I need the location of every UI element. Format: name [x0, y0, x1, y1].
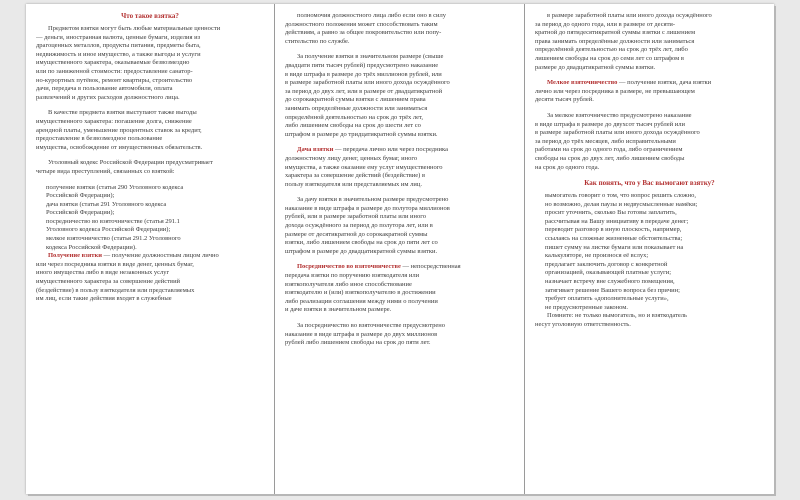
text-line	[285, 263, 514, 272]
text-line	[36, 287, 264, 296]
list-item	[36, 192, 264, 201]
text-span: десяти тысяч рублей.	[535, 96, 594, 104]
list-item	[535, 278, 764, 287]
text-span: Уголовный кодекс Российской Федерации предусматривает	[48, 159, 213, 167]
text-span: имущественного характера за совершение действий	[36, 278, 181, 286]
text-span: рублей, или в размере заработной платы или иного	[285, 213, 427, 221]
paragraph	[36, 159, 264, 176]
text-span: развлечений и других расходов должностного лица.	[36, 93, 180, 101]
text-line	[285, 79, 514, 88]
paragraph	[535, 312, 764, 329]
list-item-text: но возможно, делая паузы и недвусмысленные намёки;	[545, 200, 698, 208]
text-span: до сорокакратной суммы взятки с лишением права	[285, 96, 426, 104]
text-span: взяткополучателя либо иное способствование	[285, 280, 412, 288]
list-item	[535, 269, 764, 278]
list-item	[535, 218, 764, 227]
text-line	[36, 278, 264, 287]
text-line	[36, 68, 264, 77]
list-item	[535, 295, 764, 304]
paragraph	[285, 322, 514, 348]
text-span: должностному лицу денег, ценных бумаг, иного	[285, 154, 418, 162]
text-line	[285, 21, 514, 30]
text-span: (бездействие) в пользу взяткодателя или представляемых	[36, 286, 195, 294]
text-span: имущественного характера: погашение долга, снижение	[36, 117, 192, 125]
text-span: рублей либо лишением свободы на срок до пяти лет.	[285, 339, 431, 347]
text-line	[36, 94, 264, 103]
text-span: — деньги, иностранная валюта, ценные бумаги, изделия из	[36, 33, 201, 41]
text-span: кратной до пятидесятикратной суммы взятки с лишением	[535, 29, 696, 37]
text-line	[285, 248, 514, 257]
text-line	[535, 164, 764, 173]
text-span: действиям, а равно за общее покровительство или попу-	[285, 29, 442, 37]
text-line	[535, 146, 764, 155]
text-span: занимать определённые должности или заниматься	[285, 104, 428, 112]
text-span: наказание в виде штрафа в размере до двух миллионов	[285, 330, 438, 338]
section-heading: Как понять, что у Вас вымогают взятку?	[584, 179, 715, 188]
text-line	[36, 77, 264, 86]
text-line	[535, 129, 764, 138]
text-line	[535, 88, 764, 97]
text-span: — непосредственная	[400, 263, 461, 271]
term-lead: Получение взятки	[48, 252, 102, 260]
text-span: определённой деятельностью на срок до трёх лет, либо	[535, 46, 688, 54]
text-span: за период до одного года, или в размере от десяти-	[535, 20, 676, 28]
text-span: лишением свободы на срок до семи лет со штрафом в	[535, 54, 684, 62]
leaflet-page	[26, 4, 774, 494]
text-line	[285, 272, 514, 281]
list-item-text: не предусмотренные законом.	[545, 303, 628, 311]
list-item-text: пишет сумму на листке бумаги или показывает на	[545, 243, 684, 251]
list-item-text: Российской Федерации);	[46, 209, 115, 217]
text-line	[36, 144, 264, 153]
text-span: несут уголовную ответственность.	[535, 321, 631, 328]
list-item-text: Российской Федерации);	[46, 192, 115, 200]
text-line	[535, 55, 764, 64]
list-item	[36, 201, 264, 210]
text-line	[285, 181, 514, 190]
text-line	[285, 53, 514, 62]
leaflet-column-right	[525, 4, 774, 494]
list-item	[535, 226, 764, 235]
leaflet-column-middle	[275, 4, 524, 494]
list-item-text: организацией, оказывающей платные услуги;	[545, 269, 672, 277]
text-span: права занимать определённые должности или заниматься	[535, 37, 695, 45]
text-span: или по заниженной стоимости: предоставление санатор-	[36, 67, 193, 75]
text-line	[285, 114, 514, 123]
text-span: штрафом в размере до двадцатикратной суммы взятки.	[285, 247, 438, 255]
text-line	[36, 295, 264, 304]
text-span: или через посредника взятки в виде денег, ценных бумаг,	[36, 260, 194, 268]
text-span: но-курортных путёвок, ремонт квартиры, строительство	[36, 76, 193, 84]
text-span: В качестве предмета взятки выступают также выгоды	[48, 109, 197, 117]
list-item-text: мелкое взяточничество (статья 291.2 Уголовного	[46, 235, 181, 243]
text-span: размере от десятикратной до сорокакратной суммы	[285, 230, 428, 238]
text-line	[36, 59, 264, 68]
text-line	[535, 79, 764, 88]
text-span: имущества, а также оказание ему услуг имущественного	[285, 163, 443, 171]
section-heading: Что такое взятка?	[121, 12, 179, 20]
text-line	[535, 312, 764, 321]
text-span: в виде штрафа в размере до трёх миллионов рублей, или	[285, 70, 442, 78]
list-item	[535, 201, 764, 210]
text-line	[535, 38, 764, 47]
text-span: должностного положения может способствовать таким	[285, 20, 438, 28]
term-lead: Дача взятки	[297, 146, 334, 154]
text-line	[285, 164, 514, 173]
text-line	[535, 29, 764, 38]
text-span: характера за совершение действий (бездействие) в	[285, 172, 426, 180]
text-span: либо реализации соглашения между ними о получении	[285, 297, 438, 305]
text-line	[535, 21, 764, 30]
text-span: за период до трёх месяцев, либо исправительными	[535, 137, 676, 145]
text-line	[285, 146, 514, 155]
text-span: полномочия должностного лица либо если оно в силу	[297, 12, 447, 19]
text-line	[285, 213, 514, 222]
text-line	[285, 122, 514, 131]
text-span: имущественного характера, оказываемые безвозмездно	[36, 59, 190, 67]
text-span: на срок до одного года.	[535, 163, 600, 171]
list-item	[535, 209, 764, 218]
text-line	[285, 231, 514, 240]
text-line	[285, 322, 514, 331]
text-span: либо лишением свободы на срок до шести лет со	[285, 122, 421, 130]
text-span: наказание в виде штрафа в размере до полутора миллионов	[285, 204, 450, 212]
paragraph	[535, 12, 764, 72]
text-line	[535, 46, 764, 55]
paragraph	[285, 12, 514, 46]
term-lead: Посредничество во взяточничестве	[297, 263, 401, 271]
list-item-text: Уголовного кодекса Российской Федерации);	[46, 226, 171, 234]
text-span: им лиц, если такие действия входят в служебные	[36, 295, 172, 303]
text-span: иного имущества либо в виде незаконных услуг	[36, 269, 170, 277]
text-line	[285, 298, 514, 307]
text-span: взятки, либо лишением свободы на срок до пяти лет со	[285, 239, 438, 247]
text-line	[535, 155, 764, 164]
list-item	[535, 235, 764, 244]
paragraph	[36, 252, 264, 304]
paragraph	[535, 112, 764, 172]
text-span: Помните: не только вымогатель, но и взяткодатель	[547, 312, 688, 320]
text-line	[285, 222, 514, 231]
text-line	[36, 51, 264, 60]
text-span: и даче взятки в значительном размере.	[285, 306, 392, 314]
list-item-text: калькуляторе, не произнося её вслух;	[545, 252, 649, 260]
text-span: драгоценных металлов, продукты питания, предметы быта,	[36, 42, 201, 50]
list-item-text: назначает встречу вне служебного помещения,	[545, 278, 675, 286]
text-line	[36, 269, 264, 278]
text-line	[535, 321, 764, 330]
leaflet-column-left	[26, 4, 274, 494]
text-line	[36, 118, 264, 127]
text-line	[285, 71, 514, 80]
list-item-text: затягивает решение Вашего вопроса без причин;	[545, 286, 680, 294]
text-line	[285, 331, 514, 340]
list-item	[535, 192, 764, 201]
text-line	[36, 127, 264, 136]
text-line	[36, 25, 264, 34]
text-line	[36, 159, 264, 168]
text-line	[285, 131, 514, 140]
text-line	[285, 62, 514, 71]
text-line	[285, 88, 514, 97]
text-span: взяткодателю и (или) взяткополучателю в достижении	[285, 289, 436, 297]
text-span: за период до двух лет, или в размере от двадцатикратной	[285, 87, 443, 95]
text-span: размере до двадцатикратной суммы взятки.	[535, 63, 656, 71]
text-span: в размере заработной платы или иного дохода осуждённого	[535, 129, 700, 137]
text-span: в виде штрафа в размере до двухсот тысяч рублей или	[535, 120, 685, 128]
list-item-text: дача взятки (статья 291 Уголовного кодекса	[46, 200, 167, 208]
text-span: недвижимость и иное имущество, а также выгоды и услуги	[36, 50, 201, 58]
list-item	[535, 304, 764, 313]
list-item	[36, 218, 264, 227]
text-span: дачи, передача в пользование автомобиля, оплата	[36, 85, 173, 93]
text-line	[36, 261, 264, 270]
list-item	[36, 209, 264, 218]
text-span: штрафом в размере до тридцатикратной суммы взятки.	[285, 130, 438, 138]
text-line	[285, 12, 514, 21]
text-line	[36, 135, 264, 144]
text-span: арендной платы, уменьшение процентных ставок за кредит,	[36, 126, 202, 134]
list-item	[36, 226, 264, 235]
list-item-text: кодекса Российской Федерации).	[46, 243, 137, 251]
text-span: работами на срок до одного года, либо ограничением	[535, 146, 683, 154]
text-line	[535, 64, 764, 73]
list-item-text: просит уточнить, сколько Вы готовы заплатить,	[545, 209, 677, 217]
text-line	[36, 85, 264, 94]
text-line	[285, 281, 514, 290]
text-span: передача взятки по поручению взяткодателя или	[285, 272, 420, 280]
text-span: лично или через посредника в размере, не превышающем	[535, 87, 695, 95]
text-line	[36, 252, 264, 261]
paragraph	[285, 146, 514, 189]
text-span: — получение должностным лицом лично	[102, 252, 219, 260]
text-line	[36, 109, 264, 118]
text-line	[535, 138, 764, 147]
text-line	[285, 339, 514, 348]
text-line	[285, 155, 514, 164]
text-line	[535, 96, 764, 105]
paragraph	[285, 196, 514, 256]
paragraph	[285, 263, 514, 315]
text-line	[535, 121, 764, 130]
list-item-text: переводит разговор в иную плоскость, например,	[545, 226, 682, 234]
text-line	[285, 96, 514, 105]
text-span: За посредничество во взяточничестве предусмотрено	[297, 322, 445, 329]
list-item-text: ссылаясь на сложные жизненные обстоятельства;	[545, 235, 683, 243]
text-line	[285, 239, 514, 248]
list-item-text: получение взятки (статья 290 Уголовного кодекса	[46, 183, 184, 191]
list-item	[36, 244, 264, 253]
text-span: — получение взятки, дача взятки	[617, 79, 712, 87]
text-line	[36, 168, 264, 177]
paragraph	[36, 109, 264, 152]
text-line	[535, 12, 764, 21]
text-line	[285, 105, 514, 114]
text-span: имущества, освобождение от имущественных обязательств.	[36, 143, 203, 151]
text-line	[285, 205, 514, 214]
text-line	[36, 42, 264, 51]
list-item	[535, 244, 764, 253]
list-item-text: требует оплатить «дополнительные услуги»,	[545, 295, 669, 303]
paragraph	[285, 53, 514, 139]
list-item	[535, 252, 764, 261]
text-span: стительство по службе.	[285, 37, 350, 45]
text-span: в размере заработной платы или иного дохода осуждённого	[285, 79, 450, 87]
text-line	[285, 306, 514, 315]
text-span: определённой деятельностью на срок до трёх лет,	[285, 113, 423, 121]
text-span: в размере заработной платы или иного дохода осуждённого	[547, 12, 712, 19]
text-span: За получение взятки в значительном размере (свыше	[297, 53, 444, 61]
list-item	[535, 261, 764, 270]
text-span: — передача лично или через посредника	[333, 146, 448, 154]
text-span: дохода осуждённого за период до полутора лет, или в	[285, 222, 433, 230]
text-span: свободы на срок до двух лет, либо лишением свободы	[535, 154, 685, 162]
list-item	[36, 235, 264, 244]
list-item-text: вымогатель говорит о том, что вопрос решить сложно,	[545, 192, 697, 200]
text-line	[285, 38, 514, 47]
text-span: двадцати пяти тысяч рублей) предусмотрено наказание	[285, 61, 439, 69]
text-span: За мелкое взяточничество предусмотрено наказание	[547, 111, 692, 119]
list-item	[36, 184, 264, 193]
text-line	[285, 196, 514, 205]
text-line	[36, 34, 264, 43]
paragraph	[36, 25, 264, 102]
text-span: четыре вида преступлений, связанных со взяткой:	[36, 167, 175, 175]
term-lead: Мелкое взяточничество	[547, 79, 618, 87]
text-span: пользу взяткодателя или представляемых им лиц.	[285, 180, 422, 188]
text-span: Предметом взятки могут быть любые материальные ценности	[48, 25, 221, 32]
list-item-text: рассчитывая на Вашу инициативу в передаче денег;	[545, 217, 689, 225]
text-span: предоставление в безвозмездное пользование	[36, 135, 163, 143]
list-item-text: предлагает заключить договор с конкретной	[545, 260, 668, 268]
text-line	[285, 29, 514, 38]
text-line	[285, 289, 514, 298]
paragraph	[535, 79, 764, 105]
list-item	[535, 287, 764, 296]
text-line	[535, 112, 764, 121]
text-span: За дачу взятки в значительном размере предусмотрено	[297, 196, 449, 204]
list-item-text: посредничество во взяточничестве (статья 291.1	[46, 217, 180, 225]
text-line	[285, 172, 514, 181]
